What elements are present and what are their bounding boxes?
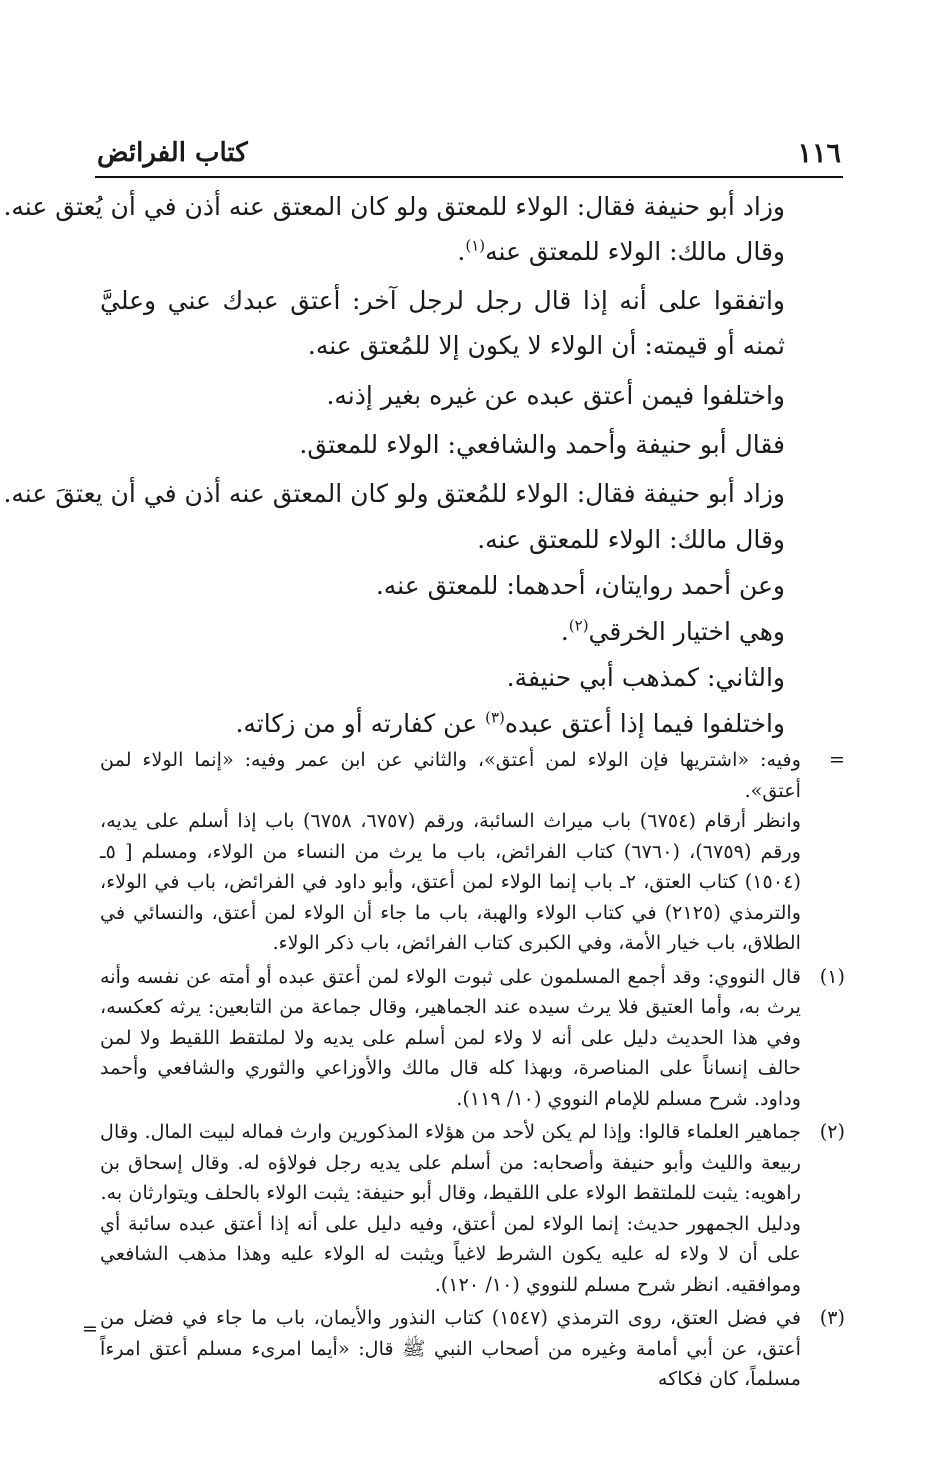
footnote-line: جماهير العلماء قالوا: وإذا لم يكن لأحد من هؤلاء المذكورين وارث فماله لبيت المال. وقال ربيعة والليث وأبو حنيفة وأصحابه: من أسلم على يديه رجل فولاؤه له. وقال إسحاق بن راهويه: يثبت للملتقط الولاء على اللقيط، وقال أبو حنيفة: يثبت الولاء بالحلف ويتوارثان به. bbox=[100, 1120, 801, 1204]
footnote-2 bbox=[100, 1117, 845, 1300]
text-line: واتفقوا على أنه إذا قال رجل لرجل آخر: أعتق عبدك عني وعليَّ ثمنه أو قيمته: أن الولاء لا يكون إلا للمُعتق عنه. bbox=[100, 286, 785, 360]
footnote-continued bbox=[100, 745, 845, 959]
paragraph bbox=[100, 563, 840, 608]
main-text bbox=[3, 184, 840, 738]
footnote-mark: (١) bbox=[819, 964, 845, 988]
footnote-body bbox=[100, 745, 801, 959]
footnote-ref[interactable]: (٣) bbox=[485, 708, 505, 727]
footnote-body bbox=[100, 1117, 801, 1300]
text-line: وهي اختيار الخرقي bbox=[588, 617, 785, 646]
text-line: وزاد أبو حنيفة فقال: الولاء للمعتق ولو كان المعتق عنه أذن في أن يُعتق عنه. bbox=[3, 192, 785, 221]
text-line: فقال أبو حنيفة وأحمد والشافعي: الولاء للمعتق. bbox=[299, 430, 785, 459]
page-number: ١١٦ bbox=[797, 138, 841, 169]
footnote-mark: (٣) bbox=[819, 1306, 845, 1329]
text-line: عن كفارته أو من زكاته. bbox=[235, 709, 478, 738]
text-line: وقال مالك: الولاء للمعتق عنه. bbox=[477, 525, 785, 554]
text-line: وزاد أبو حنيفة فقال: الولاء للمُعتق ولو كان المعتق عنه أذن في أن يعتقَ عنه. bbox=[3, 479, 785, 508]
paragraph bbox=[100, 422, 840, 467]
text-line: وعن أحمد روايتان، أحدهما: للمعتق عنه. bbox=[375, 571, 785, 600]
footnote-line: وفيه: «اشتريها فإن الولاء لمن أعتق»، والثاني عن ابن عمر وفيه: «إنما الولاء لمن أعتق». bbox=[100, 748, 801, 802]
footnote-line: وانظر أرقام (٦٧٥٤) باب ميراث السائبة، ورقم (٦٧٥٧، ٦٧٥٨) باب إذا أسلم على يديه، ورقم (٦٧٥٩)، (٦٧٦٠) كتاب الفرائض، باب ما يرث من النساء من الولاء، ومسلم [ ٥ـ (١٥٠٤) كتاب العتق، ٢ـ باب إنما الولاء لمن أعتق، وأبو داود في الفرائض، باب في الولاء، والترمذي (٢١٢٥) في كتاب الولاء والهبة، باب ما جاء أن الولاء لمن أعتق، والنسائي في الطلاق، باب خيار الأمة، وفي الكبرى كتاب الفرائض، باب ذكر الولاء. bbox=[100, 809, 802, 954]
text-line: واختلفوا فيمن أعتق عبده عن غيره بغير إذنه. bbox=[326, 381, 785, 410]
text-line: والثاني: كمذهب أبي حنيفة. bbox=[506, 663, 785, 692]
paragraph bbox=[3, 184, 840, 229]
footnotes bbox=[100, 745, 845, 1390]
paragraph: وقال مالك: الولاء للمعتق عنه$^{(١)}$. bbox=[457, 236, 785, 266]
footnote-3 bbox=[100, 1303, 845, 1395]
paragraph bbox=[100, 701, 840, 746]
paragraph bbox=[100, 655, 840, 700]
text-line: واختلفوا فيما إذا أعتق عبده bbox=[504, 709, 785, 738]
footnote-ref[interactable]: (١) bbox=[465, 236, 486, 255]
footnote-mark: (٢) bbox=[819, 1120, 845, 1143]
continuation-mark-end: = bbox=[82, 1318, 98, 1340]
paragraph bbox=[3, 471, 840, 516]
paragraph bbox=[100, 517, 840, 562]
continuation-mark: = bbox=[828, 748, 845, 771]
page-header bbox=[95, 136, 843, 178]
footnote-body bbox=[100, 962, 801, 1115]
text-line: وقال مالك: الولاء للمعتق عنه bbox=[485, 237, 785, 266]
footnote-body bbox=[100, 1303, 801, 1395]
paragraph: وهي اختيار الخرقي$^{(٢)}$. bbox=[560, 616, 785, 646]
footnote-1 bbox=[100, 962, 845, 1115]
footnote-line: قال النووي: وقد أجمع المسلمون على ثبوت الولاء لمن أعتق عبده أو أمته عن نفسه وأنه يرث به، وأما العتيق فلا يرث سيده عند الجماهير، وقال جماعة من التابعين: يرثه كعكسه، وفي هذا الحديث دليل على أنه لا ولاء لمن أسلم على يديه ولا لملتقط اللقيط ولا لمن حالف إنساناً على المناصرة، وبهذا كله قال مالك والأوزاعي والثوري والشافعي وأحمد وداود. شرح مسلم للإمام النووي (١٠/ ١١٩). bbox=[100, 964, 801, 1110]
footnote-line: في فضل العتق، روى الترمذي (١٥٤٧) كتاب النذور والأيمان، باب ما جاء في فضل من أعتق، عن أبي أمامة وغيره من أصحاب النبي ﷺ قال: «أيما امرىء مسلم أعتق امرءاً مسلماً، كان فكاكه bbox=[100, 1306, 801, 1390]
running-title: كتاب الفرائض bbox=[97, 138, 248, 168]
paragraph bbox=[100, 278, 840, 368]
footnote-line: ودليل الجمهور حديث: إنما الولاء لمن أعتق، وفيه دليل على أنه إذا أعتق عبده سائبة أي على أن لا ولاء له عليه يكون الشرط لاغياً ويثبت له الولاء عليه وهذا مذهب الشافعي وموافقيه. انظر شرح مسلم للنووي (١٠/ ١٢٠). bbox=[100, 1211, 801, 1296]
footnote-ref[interactable]: (٢) bbox=[568, 616, 589, 635]
paragraph bbox=[100, 373, 840, 418]
